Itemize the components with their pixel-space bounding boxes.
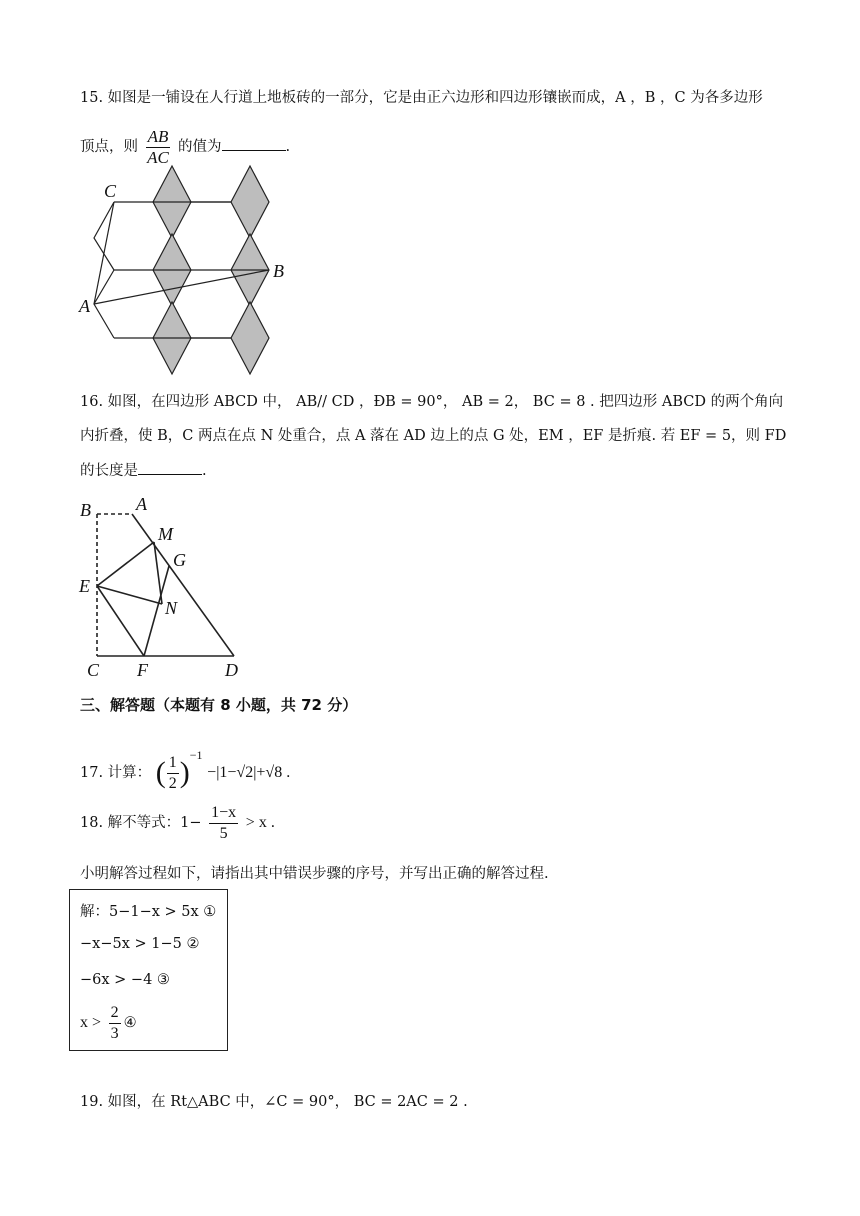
q15-line1: 15. 如图是一铺设在人行道上地板砖的一部分，它是由正六边形和四边形镶嵌而成，A ，B ，C 为各多边形: [80, 90, 763, 106]
q16-answer-blank: [138, 460, 202, 475]
q15-label-c: C: [104, 181, 117, 201]
q16-label-b: B: [80, 500, 91, 520]
q18-step4-pre: x >: [80, 1014, 102, 1031]
q17-frac-num: 1: [167, 753, 179, 774]
q18-prefix: 18. 解不等式：1−: [80, 815, 202, 831]
q15-line2-pre: 顶点，则: [80, 139, 138, 155]
q17-prefix: 17. 计算：: [80, 765, 152, 781]
section-3-heading: 三、解答题（本题有 8 小题，共 72 分）: [80, 696, 358, 714]
q15-line2-post: 的值为: [178, 139, 222, 155]
q16-label-a: A: [136, 494, 147, 514]
q18-step4-num: 2: [109, 1003, 121, 1024]
q19-line: 19. 如图，在 Rt△ABC 中，∠C = 90°， BC = 2AC = 2 .: [80, 1094, 468, 1110]
q15-label-b: B: [273, 261, 284, 281]
q17-rest: −|1−√2|+√8 .: [207, 764, 291, 781]
q15-period: .: [285, 139, 291, 155]
q18-fraction: [209, 803, 238, 844]
q16-line1: 16. 如图，在四边形 ABCD 中， AB// CD ，ÐB = 90°， AB = 2， BC = 8 . 把四边形 ABCD 的两个角向: [80, 394, 784, 410]
q16-line3-text: 的长度是: [80, 463, 138, 479]
q18-instruction: 小明解答过程如下，请指出其中错误步骤的序号，并写出正确的解答过程.: [80, 866, 549, 882]
q18-step4-den: 3: [110, 1024, 119, 1042]
q15-frac-num: AB: [147, 126, 169, 146]
q18-step4-mark: ④: [123, 1015, 137, 1031]
q18-line: [80, 800, 275, 846]
q17-paren-open: (: [155, 756, 166, 789]
q16-label-e: E: [79, 576, 90, 596]
q15-answer-blank: [222, 136, 286, 151]
q16-line2: 内折叠，使 B，C 两点在点 N 处重合，点 A 落在 AD 边上的点 G 处，EM ，EF 是折痕. 若 EF = 5，则 FD: [80, 428, 787, 444]
q15-figure: [74, 162, 294, 377]
q15-frac-den: AC: [147, 147, 169, 167]
q16-label-n: N: [165, 598, 178, 618]
q15-label-a: A: [79, 296, 90, 316]
q16-label-f: F: [137, 660, 148, 680]
q16-line3: [80, 460, 207, 481]
q18-solution-box: [69, 889, 228, 1051]
q18-frac-num: 1−x: [209, 803, 238, 824]
q17-line: [80, 732, 290, 796]
q18-suffix: > x .: [245, 814, 275, 831]
q17-fraction: [167, 753, 179, 794]
q16-label-m: M: [158, 524, 173, 544]
q17-exponent: −1: [189, 748, 203, 762]
q16-figure: [74, 494, 254, 684]
q17-frac-den: 2: [168, 774, 177, 792]
q16-label-d: D: [225, 660, 238, 680]
q16-label-g: G: [173, 550, 186, 570]
q18-step-3: −6x > −4 ③: [80, 972, 170, 988]
q18-frac-den: 5: [219, 824, 228, 842]
q16-period: .: [202, 463, 207, 479]
q18-step-2: −x−5x > 1−5 ②: [80, 936, 200, 952]
q18-step-1: 解：5−1−x > 5x ①: [80, 904, 217, 920]
q16-label-c: C: [87, 660, 100, 680]
q17-paren-close: ): [179, 756, 190, 789]
q18-step-4: [80, 1000, 137, 1046]
q18-step4-fraction: [109, 1003, 121, 1044]
